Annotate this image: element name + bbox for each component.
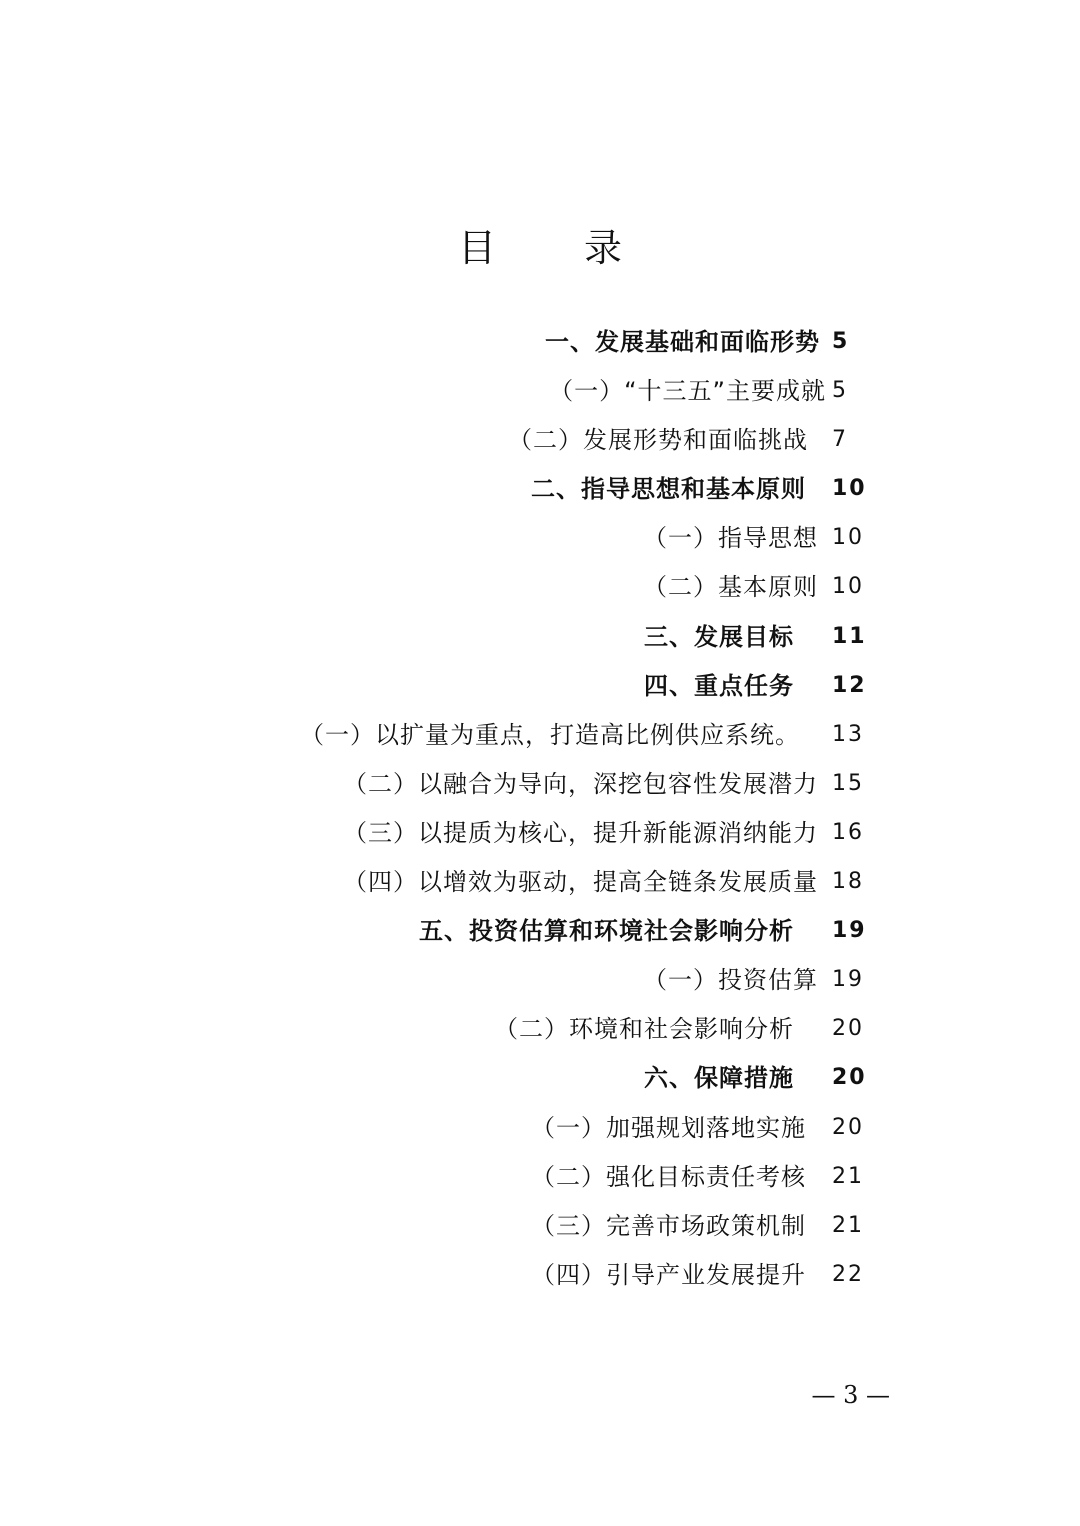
toc-entry[interactable]: [0, 1153, 1080, 1202]
toc-entry-title: 四、重点任务: [644, 671, 794, 700]
toc-entry-title: （四）引导产业发展提升: [531, 1260, 806, 1289]
toc-entry-title: （一）以扩量为重点，打造高比例供应系统。: [300, 720, 800, 749]
toc-entry-page: 13: [832, 721, 864, 747]
toc-entry-title: （一）指导思想: [643, 524, 818, 553]
toc-entry[interactable]: [0, 662, 1080, 711]
toc-entry-page: 21: [832, 1212, 864, 1238]
toc-entry-title: （三）以提质为核心，提升新能源消纳能力: [343, 818, 818, 847]
toc-entry[interactable]: [0, 416, 1080, 465]
toc-entry-title: （三）完善市场政策机制: [531, 1211, 806, 1240]
toc-entry-page: 16: [832, 819, 864, 845]
page-title: 目 录: [457, 226, 661, 270]
toc-entry-title: （四）以增效为驱动，提高全链条发展质量: [343, 868, 818, 897]
toc-entry-page: 18: [832, 869, 864, 895]
toc-entry-title: （二）强化目标责任考核: [531, 1162, 806, 1191]
toc-entry-page: 12: [832, 672, 867, 698]
toc-entry-title: 六、保障措施: [644, 1064, 794, 1093]
toc-entry-page: 20: [832, 1016, 864, 1042]
toc-entry-page: 5: [832, 378, 848, 404]
toc-entry[interactable]: [0, 514, 1080, 563]
toc-entry-title: （一）加强规划落地实施: [531, 1113, 806, 1142]
toc-entry[interactable]: [0, 465, 1080, 514]
toc-entry-page: 20: [832, 1065, 867, 1091]
toc-entry-page: 11: [832, 623, 867, 649]
toc-entry[interactable]: [0, 907, 1080, 956]
toc-entry-title: （二）环境和社会影响分析: [494, 1015, 794, 1044]
toc-entry-page: 5: [832, 329, 850, 354]
toc-entry-title: （二）发展形势和面临挑战: [508, 426, 808, 455]
toc-entry-title: 一、发展基础和面临形势: [545, 328, 820, 356]
toc-entry-title: 五、投资估算和环境社会影响分析: [419, 917, 794, 946]
toc-entry[interactable]: [0, 367, 1080, 416]
toc-entry[interactable]: [0, 613, 1080, 662]
toc-entry-page: 21: [832, 1163, 864, 1189]
toc-entry[interactable]: [0, 1005, 1080, 1054]
toc-entry-page: 10: [832, 476, 867, 502]
toc-entry-page: 22: [832, 1261, 864, 1287]
toc-entry-page: 19: [832, 918, 867, 944]
toc-entry[interactable]: [0, 1054, 1080, 1103]
toc-entry[interactable]: [0, 563, 1080, 612]
toc-entry[interactable]: [0, 1251, 1080, 1300]
toc-entry[interactable]: [0, 858, 1080, 907]
toc-entry-title: （二）以融合为导向，深挖包容性发展潜力: [343, 769, 818, 798]
toc-entry-page: 10: [832, 574, 864, 600]
toc-entry-title: （二）基本原则: [643, 573, 818, 602]
table-of-contents: [0, 318, 1080, 1300]
toc-entry[interactable]: [0, 1202, 1080, 1251]
toc-entry[interactable]: [0, 711, 1080, 760]
toc-entry-title: （一）投资估算: [643, 966, 818, 995]
toc-entry-page: 19: [832, 967, 864, 993]
toc-entry-title: 二、指导思想和基本原则: [531, 475, 806, 504]
toc-entry[interactable]: [0, 318, 1080, 367]
toc-entry-title: （一）“十三五”主要成就: [549, 377, 826, 406]
toc-entry-page: 15: [832, 770, 864, 796]
toc-entry[interactable]: [0, 1104, 1080, 1153]
toc-entry[interactable]: [0, 760, 1080, 809]
toc-entry[interactable]: [0, 809, 1080, 858]
toc-entry-title: 三、发展目标: [644, 622, 794, 651]
toc-entry[interactable]: [0, 956, 1080, 1005]
page-number: — 3 —: [811, 1381, 890, 1409]
toc-entry-page: 7: [832, 427, 848, 453]
toc-entry-page: 20: [832, 1114, 864, 1140]
toc-entry-page: 10: [832, 525, 864, 551]
